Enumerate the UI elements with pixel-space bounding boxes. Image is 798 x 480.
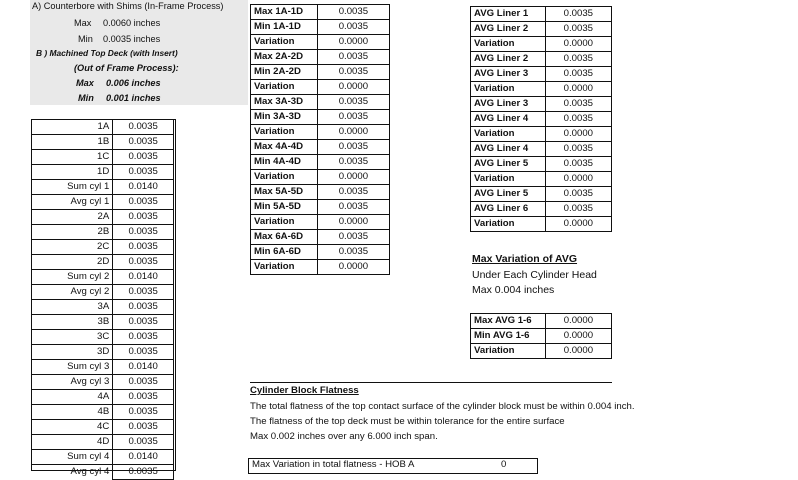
cylinder-measure-label: 2A: [32, 210, 113, 225]
flatness-line2: The flatness of the top deck must be within tolerance for the entire surface: [250, 416, 565, 427]
cylinder-measure-row: [32, 375, 174, 390]
cylinder-measure-row: [32, 195, 174, 210]
max-min-value: 0.0000: [317, 170, 389, 185]
max-min-label: Max 2A-2D: [251, 50, 318, 65]
cylinder-measure-value: 0.0035: [113, 330, 174, 345]
max-min-row: [251, 125, 390, 140]
cylinder-measure-value: 0.0035: [113, 195, 174, 210]
max-min-row: [251, 230, 390, 245]
cylinder-measure-row: [32, 435, 174, 450]
cylinder-measure-label: 3B: [32, 315, 113, 330]
cylinder-measure-row: [32, 270, 174, 285]
max-min-row: [251, 215, 390, 230]
max-min-value: 0.0000: [317, 215, 389, 230]
max-variation-line2: Max 0.004 inches: [472, 284, 555, 296]
max-min-label: Min 4A-4D: [251, 155, 318, 170]
summary-row: [471, 344, 612, 359]
flatness-divider: [250, 382, 612, 383]
cylinder-measure-label: Sum cyl 4: [32, 450, 113, 465]
max-min-row: [251, 80, 390, 95]
summary-row: [471, 314, 612, 329]
max-min-value: 0.0035: [317, 230, 389, 245]
cylinder-measure-row: [32, 285, 174, 300]
max-min-row: [251, 200, 390, 215]
avg-liner-label: AVG Liner 2: [471, 52, 546, 67]
cylinder-measure-row: [32, 330, 174, 345]
cylinder-measure-row: [32, 165, 174, 180]
avg-liner-value: 0.0000: [545, 172, 611, 187]
avg-liner-label: AVG Liner 4: [471, 142, 546, 157]
avg-liner-value: 0.0035: [545, 7, 611, 22]
cylinder-measure-row: [32, 210, 174, 225]
cylinder-measure-value: 0.0035: [113, 420, 174, 435]
max-min-label: Max 1A-1D: [251, 5, 318, 20]
avg-liner-value: 0.0035: [545, 202, 611, 217]
avg-liner-row: [471, 127, 612, 142]
flatness-result-label: Max Variation in total flatness - HOB A: [252, 459, 415, 470]
max-min-label: Min 3A-3D: [251, 110, 318, 125]
cylinder-measure-row: [32, 450, 174, 465]
cylinder-measure-label: 4A: [32, 390, 113, 405]
max-min-row: [251, 170, 390, 185]
spec-a-title: A) Counterbore with Shims (In-Frame Process): [32, 1, 224, 11]
avg-liner-row: [471, 97, 612, 112]
max-min-label: Variation: [251, 80, 318, 95]
max-min-row: [251, 245, 390, 260]
max-min-value: 0.0000: [317, 260, 389, 275]
max-min-value: 0.0035: [317, 200, 389, 215]
max-min-row: [251, 140, 390, 155]
max-min-label: Variation: [251, 35, 318, 50]
flatness-line3: Max 0.002 inches over any 6.000 inch span.: [250, 431, 438, 442]
avg-liner-row: [471, 112, 612, 127]
spec-b-min-value: 0.001 inches: [106, 93, 161, 103]
avg-liner-value: 0.0000: [545, 127, 611, 142]
spec-b-max-label: Max: [76, 78, 94, 88]
max-min-value: 0.0035: [317, 185, 389, 200]
spec-b-max-value: 0.006 inches: [106, 78, 161, 88]
cylinder-measure-row: [32, 135, 174, 150]
spec-b-min-label: Min: [78, 93, 94, 103]
cylinder-measure-value: 0.0035: [113, 210, 174, 225]
cylinder-measure-label: Avg cyl 2: [32, 285, 113, 300]
cylinder-measure-value: 0.0035: [113, 435, 174, 450]
max-min-label: Variation: [251, 125, 318, 140]
max-min-row: [251, 50, 390, 65]
avg-liner-label: AVG Liner 1: [471, 7, 546, 22]
summary-value: 0.0000: [545, 329, 611, 344]
avg-liner-label: AVG Liner 5: [471, 187, 546, 202]
avg-liner-row: [471, 187, 612, 202]
max-min-value: 0.0000: [317, 80, 389, 95]
spec-b-title: B ) Machined Top Deck (with Insert): [36, 48, 178, 58]
cylinder-measure-label: 4B: [32, 405, 113, 420]
cylinder-measure-value: 0.0035: [113, 465, 174, 480]
cylinder-measure-value: 0.0035: [113, 255, 174, 270]
max-min-value: 0.0035: [317, 20, 389, 35]
avg-liner-value: 0.0000: [545, 37, 611, 52]
max-min-label: Min 6A-6D: [251, 245, 318, 260]
cylinder-measure-value: 0.0035: [113, 405, 174, 420]
avg-liner-row: [471, 82, 612, 97]
avg-liner-value: 0.0035: [545, 97, 611, 112]
summary-label: Variation: [471, 344, 546, 359]
avg-liner-row: [471, 202, 612, 217]
max-min-label: Max 5A-5D: [251, 185, 318, 200]
avg-liner-value: 0.0035: [545, 157, 611, 172]
max-min-value: 0.0000: [317, 125, 389, 140]
max-min-row: [251, 5, 390, 20]
max-min-label: Max 4A-4D: [251, 140, 318, 155]
avg-liner-row: [471, 37, 612, 52]
cylinder-measure-value: 0.0035: [113, 345, 174, 360]
cylinder-measure-row: [32, 120, 174, 135]
avg-liner-row: [471, 22, 612, 37]
cylinder-measure-value: 0.0035: [113, 120, 174, 135]
cylinder-measure-value: 0.0035: [113, 390, 174, 405]
max-min-label: Min 1A-1D: [251, 20, 318, 35]
cylinder-measure-label: 3C: [32, 330, 113, 345]
max-min-row: [251, 185, 390, 200]
cylinder-measure-value: 0.0035: [113, 150, 174, 165]
avg-liner-label: Variation: [471, 172, 546, 187]
max-min-table: [250, 4, 390, 275]
cylinder-measure-value: 0.0035: [113, 225, 174, 240]
flatness-line1: The total flatness of the top contact surface of the cylinder block must be within 0.004 inch.: [250, 401, 635, 412]
flatness-result-box: [248, 458, 538, 474]
max-min-value: 0.0035: [317, 245, 389, 260]
cylinder-measure-value: 0.0035: [113, 315, 174, 330]
max-min-value: 0.0035: [317, 140, 389, 155]
avg-liner-row: [471, 142, 612, 157]
cylinder-measure-label: 1C: [32, 150, 113, 165]
max-min-row: [251, 65, 390, 80]
cylinder-measure-label: 2B: [32, 225, 113, 240]
max-min-row: [251, 110, 390, 125]
cylinder-measure-label: Sum cyl 3: [32, 360, 113, 375]
cylinder-measure-row: [32, 255, 174, 270]
cylinder-measure-row: [32, 315, 174, 330]
max-min-row: [251, 95, 390, 110]
avg-liner-value: 0.0035: [545, 112, 611, 127]
cylinder-measure-label: 1D: [32, 165, 113, 180]
cylinder-measure-row: [32, 300, 174, 315]
max-min-label: Variation: [251, 215, 318, 230]
summary-label: Min AVG 1-6: [471, 329, 546, 344]
cylinder-measure-value: 0.0035: [113, 165, 174, 180]
spec-a-max-value: 0.0060 inches: [103, 18, 161, 28]
cylinder-measure-value: 0.0140: [113, 270, 174, 285]
cylinder-measure-label: Sum cyl 2: [32, 270, 113, 285]
max-min-label: Min 2A-2D: [251, 65, 318, 80]
cylinder-measure-label: 4C: [32, 420, 113, 435]
avg-liner-value: 0.0035: [545, 22, 611, 37]
cylinder-measure-label: Avg cyl 4: [32, 465, 113, 480]
cylinder-measure-label: 3A: [32, 300, 113, 315]
cylinder-measure-value: 0.0035: [113, 300, 174, 315]
cylinder-measure-label: 4D: [32, 435, 113, 450]
summary-value: 0.0000: [545, 344, 611, 359]
cylinder-measure-value: 0.0140: [113, 180, 174, 195]
spec-b-sub: (Out of Frame Process):: [74, 63, 179, 73]
max-min-value: 0.0035: [317, 155, 389, 170]
max-min-row: [251, 35, 390, 50]
cylinder-measure-label: 2D: [32, 255, 113, 270]
max-min-row: [251, 20, 390, 35]
spec-a-max-label: Max: [74, 18, 92, 28]
max-min-label: Max 3A-3D: [251, 95, 318, 110]
summary-value: 0.0000: [545, 314, 611, 329]
summary-table: [470, 313, 612, 359]
max-min-row: [251, 260, 390, 275]
cylinder-measurements-table: [32, 120, 174, 480]
avg-liner-row: [471, 157, 612, 172]
max-min-value: 0.0000: [317, 35, 389, 50]
avg-liner-row: [471, 7, 612, 22]
avg-liner-row: [471, 172, 612, 187]
cylinder-measure-row: [32, 390, 174, 405]
avg-liner-row: [471, 52, 612, 67]
max-variation-line1: Under Each Cylinder Head: [472, 269, 597, 281]
avg-liner-label: AVG Liner 3: [471, 67, 546, 82]
cylinder-measure-label: 2C: [32, 240, 113, 255]
cylinder-measure-value: 0.0140: [113, 360, 174, 375]
avg-liner-value: 0.0035: [545, 67, 611, 82]
flatness-title: Cylinder Block Flatness: [250, 385, 359, 396]
cylinder-measure-row: [32, 420, 174, 435]
cylinder-measure-row: [32, 240, 174, 255]
avg-liner-label: AVG Liner 6: [471, 202, 546, 217]
avg-liner-label: AVG Liner 5: [471, 157, 546, 172]
avg-liner-label: AVG Liner 3: [471, 97, 546, 112]
cylinder-measure-value: 0.0035: [113, 240, 174, 255]
cylinder-measure-label: 1A: [97, 121, 110, 132]
cylinder-measure-row: [32, 180, 174, 195]
cylinder-measure-row: [32, 465, 174, 480]
max-variation-title: Max Variation of AVG: [472, 253, 578, 265]
avg-liner-label: Variation: [471, 82, 546, 97]
max-min-row: [251, 155, 390, 170]
cylinder-measure-row: [32, 405, 174, 420]
avg-liner-value: 0.0035: [545, 187, 611, 202]
avg-liner-value: 0.0000: [545, 82, 611, 97]
cylinder-measure-value: 0.0035: [113, 285, 174, 300]
cylinder-measure-label: Avg cyl 3: [32, 375, 113, 390]
cylinder-measure-value: 0.0035: [113, 375, 174, 390]
avg-liner-table: [470, 6, 612, 232]
avg-liner-row: [471, 67, 612, 82]
max-min-value: 0.0035: [317, 50, 389, 65]
cylinder-measure-label: Avg cyl 1: [32, 195, 113, 210]
avg-liner-label: AVG Liner 2: [471, 22, 546, 37]
summary-row: [471, 329, 612, 344]
cylinder-measure-value: 0.0140: [113, 450, 174, 465]
cylinder-measure-label: 3D: [32, 345, 113, 360]
cylinder-measure-row: [32, 345, 174, 360]
cylinder-measure-label: Sum cyl 1: [32, 180, 113, 195]
avg-liner-label: Variation: [471, 127, 546, 142]
cylinder-measure-row: [32, 360, 174, 375]
avg-liner-label: Variation: [471, 37, 546, 52]
flatness-result-value: 0: [501, 459, 507, 470]
avg-liner-value: 0.0035: [545, 142, 611, 157]
cylinder-measure-row: [32, 225, 174, 240]
cylinder-measure-label: 1B: [32, 135, 113, 150]
max-min-value: 0.0035: [317, 5, 389, 20]
spec-a-min-value: 0.0035 inches: [103, 34, 161, 44]
max-min-label: Min 5A-5D: [251, 200, 318, 215]
summary-label: Max AVG 1-6: [471, 314, 546, 329]
max-min-value: 0.0035: [317, 95, 389, 110]
max-min-label: Variation: [251, 260, 318, 275]
avg-liner-value: 0.0035: [545, 52, 611, 67]
cylinder-measure-row: [32, 150, 174, 165]
max-min-value: 0.0035: [317, 110, 389, 125]
cylinder-measure-value: 0.0035: [113, 135, 174, 150]
avg-liner-label: AVG Liner 4: [471, 112, 546, 127]
avg-liner-label: Variation: [471, 217, 546, 232]
avg-liner-row: [471, 217, 612, 232]
spec-a-min-label: Min: [78, 34, 93, 44]
max-min-label: Max 6A-6D: [251, 230, 318, 245]
spec-block: [30, 0, 248, 105]
max-min-value: 0.0035: [317, 65, 389, 80]
max-min-label: Variation: [251, 170, 318, 185]
avg-liner-value: 0.0000: [545, 217, 611, 232]
